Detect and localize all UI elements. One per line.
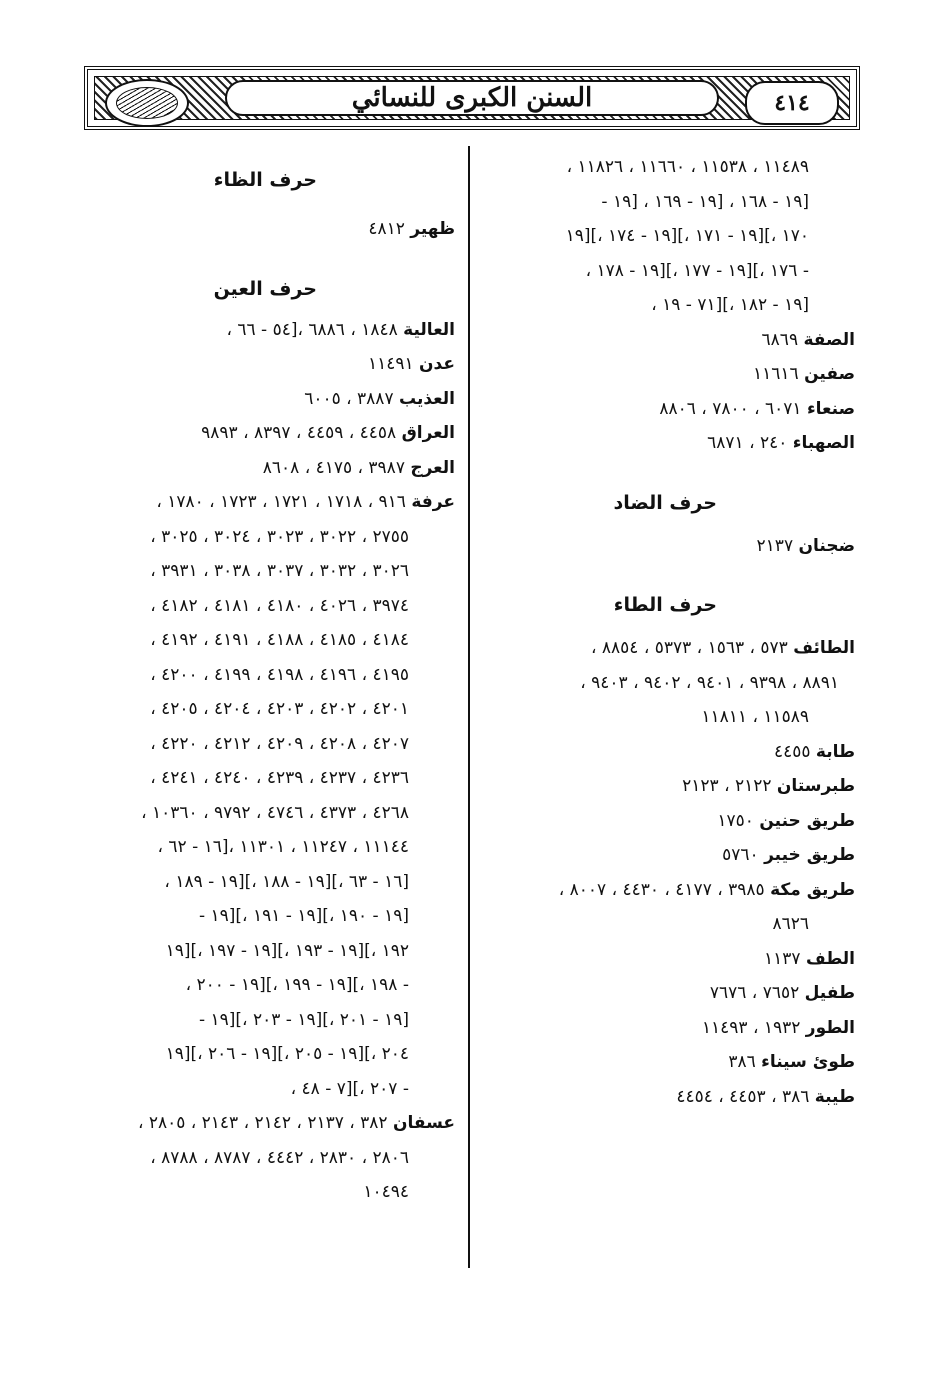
entry-term: طوئ سيناء: [761, 1052, 855, 1072]
entry-term: طريق مكة: [770, 879, 855, 900]
entry-refs: ٤٨١٢: [368, 219, 405, 239]
entry-refs: ٣٨٢ ، ٢١٣٧ ، ٢١٤٢ ، ٢١٤٣ ، ٢٨٠٥ ،: [137, 1113, 388, 1133]
entry-refs: ٦٠٧١ ، ٧٨٠٠ ، ٨٨٠٦: [659, 398, 802, 419]
index-entry: [489, 426, 855, 461]
continuation-line: ٨٨٩١ ، ٩٣٩٨ ، ٩٤٠١ ، ٩٤٠٢ ، ٩٤٠٣ ،: [580, 672, 839, 693]
continuation-line: ٤٢٣٦ ، ٤٢٣٧ ، ٤٢٣٩ ، ٤٢٤٠ ، ٤٢٤١ ،: [150, 768, 409, 788]
entry-term: الطور: [805, 1017, 855, 1038]
continuation-line: ١٠٤٩٤: [363, 1182, 409, 1202]
entry-refs: ٥٧٦٠: [722, 845, 759, 865]
entry-term: العرج: [410, 457, 455, 478]
index-entry: [83, 382, 455, 417]
entry-refs: ١٨٤٨ ، ٦٨٨٦ ،[٥٤ - ٦٦ ،: [226, 319, 398, 340]
continuation-line: ٣٩٧٤ ، ٤٠٢٦ ، ٤١٨٠ ، ٤١٨١ ، ٤١٨٢ ،: [150, 595, 409, 616]
book-seal: [105, 79, 189, 127]
continuation-line: [١٦ - ٦٣ ،][١٩ - ١٨٨ ،][١٩ - ١٨٩ ،: [164, 871, 409, 892]
entry-refs: ٣٨٦ ، ٤٤٥٣ ، ٤٤٥٤: [676, 1086, 810, 1107]
title-cartouche: [225, 80, 719, 116]
entry-term: عرفة: [411, 492, 455, 512]
continuation-line: - ١٧٦ ،][١٩ - ١٧٧ ،][١٩ - ١٧٨ ،: [585, 260, 809, 281]
entry-term: طيبة: [814, 1086, 855, 1107]
index-entry: [489, 1080, 855, 1115]
continuation-line: ١١١٤٤ ، ١١٢٤٧ ، ١١٣٠١ ،[١٦ - ٦٢ ،: [157, 837, 409, 857]
index-entry: [489, 769, 855, 804]
index-entry: [489, 323, 855, 358]
page-header: [84, 66, 860, 130]
entry-term: عسفان: [392, 1113, 455, 1133]
entry-refs: ٢١٣٧: [756, 535, 794, 556]
entry-refs: ٣٨٦: [728, 1052, 756, 1072]
index-entry: [489, 942, 855, 977]
entry-refs: ٧٦٥٢ ، ٧٦٧٦: [709, 983, 800, 1003]
index-entry: [83, 1106, 455, 1141]
entry-term: الطف: [805, 948, 855, 969]
entry-refs: ٢٤٠ ، ٦٨٧١: [707, 433, 788, 453]
index-entry: [489, 1011, 855, 1046]
entry-term: العذيب: [398, 388, 455, 409]
section-heading: حرف الطاء: [613, 594, 717, 616]
book-title: السنن الكبرى للنسائي: [351, 83, 593, 113]
entry-refs: ٤٤٥٥: [773, 741, 811, 762]
entry-refs: ١٩٣٢ ، ١١٤٩٣: [701, 1017, 801, 1038]
index-entry: [83, 347, 455, 382]
entry-term: ضجنان: [798, 535, 855, 556]
entry-term: طبرستان: [776, 776, 855, 796]
continuation-line: ١١٤٨٩ ، ١١٥٣٨ ، ١١٦٦٠ ، ١١٨٢٦ ،: [566, 157, 809, 177]
entry-refs: ٥٧٣ ، ١٥٦٣ ، ٥٣٧٣ ، ٨٨٥٤ ،: [591, 638, 788, 658]
entry-term: عدن: [419, 354, 455, 374]
page-number: ٤١٤: [745, 81, 839, 125]
entry-term: صفين: [804, 364, 855, 384]
entry-term: الطائف: [793, 638, 855, 658]
section-heading: حرف الظاء: [213, 169, 317, 191]
entry-term: ظهير: [410, 219, 455, 239]
entry-refs: ٣٨٨٧ ، ٦٠٠٥: [304, 388, 394, 409]
index-entry: [489, 1045, 855, 1080]
index-entry: [83, 451, 455, 486]
continuation-line: ٣٠٢٦ ، ٣٠٣٢ ، ٣٠٣٧ ، ٣٠٣٨ ، ٣٩٣١ ،: [150, 561, 409, 581]
index-entry: [489, 804, 855, 839]
entry-term: طريق خيبر: [764, 845, 855, 865]
index-entry: [489, 976, 855, 1011]
section-heading: حرف الضاد: [613, 491, 717, 514]
entry-term: طابة: [815, 741, 855, 762]
entry-term: صنعاء: [806, 398, 855, 419]
left-column: [83, 150, 455, 1210]
right-column: [489, 150, 855, 1114]
index-entry: [489, 838, 855, 873]
index-entry: [489, 873, 855, 908]
entry-refs: ٣٩٨٧ ، ٤١٧٥ ، ٨٦٠٨: [262, 457, 405, 478]
index-entry: [83, 416, 455, 451]
continuation-line: ٤٢٠١ ، ٤٢٠٢ ، ٤٢٠٣ ، ٤٢٠٤ ، ٤٢٠٥ ،: [150, 699, 409, 719]
continuation-line: ٨٦٢٦: [772, 914, 809, 934]
entry-refs: ٤٤٥٨ ، ٤٤٥٩ ، ٨٣٩٧ ، ٩٨٩٣: [201, 423, 397, 443]
index-entry: [83, 485, 455, 520]
entry-term: العراق: [401, 423, 455, 443]
continuation-line: ٢٧٥٥ ، ٣٠٢٢ ، ٣٠٢٣ ، ٣٠٢٤ ، ٣٠٢٥ ،: [150, 526, 409, 547]
entry-refs: ١١٣٧: [764, 948, 801, 969]
continuation-line: [١٩ - ١٩٠ ،][١٩ - ١٩١ ،][١٩ -: [198, 906, 409, 926]
column-divider: [468, 146, 470, 1268]
continuation-line: [١٩ - ٢٠١ ،][١٩ - ٢٠٣ ،][١٩ -: [198, 1009, 409, 1030]
entry-refs: ١١٦١٦: [753, 364, 799, 384]
continuation-line: ٢٨٠٦ ، ٢٨٣٠ ، ٤٤٤٢ ، ٨٧٨٧ ، ٨٧٨٨ ،: [150, 1147, 409, 1168]
continuation-line: ١١٥٨٩ ، ١١٨١١: [701, 707, 809, 727]
entry-term: الصفة: [803, 329, 855, 350]
ornamental-band: [94, 76, 850, 120]
continuation-line: [١٩ - ١٦٨ ، [١٩ - ١٦٩ ، [١٩ -: [601, 191, 809, 212]
entry-term: طفيل: [804, 983, 855, 1003]
entry-refs: ١١٤٩١: [367, 354, 414, 374]
entry-refs: ٩١٦ ، ١٧١٨ ، ١٧٢١ ، ١٧٢٣ ، ١٧٨٠ ،: [156, 492, 406, 512]
continuation-line: ٤١٩٥ ، ٤١٩٦ ، ٤١٩٨ ، ٤١٩٩ ، ٤٢٠٠ ،: [150, 664, 409, 685]
entry-refs: ٣٩٨٥ ، ٤١٧٧ ، ٤٤٣٠ ، ٨٠٠٧ ،: [558, 879, 765, 900]
continuation-line: ٤٢٠٧ ، ٤٢٠٨ ، ٤٢٠٩ ، ٤٢١٢ ، ٤٢٢٠ ،: [150, 733, 409, 754]
seal-ornament: [116, 87, 178, 119]
continuation-line: [١٩ - ١٨٢ ،][٧١ - ١٩ ،: [651, 295, 809, 315]
continuation-line: ٢٠٤ ،][١٩ - ٢٠٥ ،][١٩ - ٢٠٦ ،][١٩: [165, 1044, 409, 1064]
continuation-line: - ١٩٨ ،][١٩ - ١٩٩ ،][١٩ - ٢٠٠ ،: [185, 975, 409, 995]
index-entry: [83, 212, 455, 247]
index-entry: [489, 357, 855, 392]
entry-refs: ٢١٢٢ ، ٢١٢٣: [682, 776, 772, 796]
entry-term: العالية: [403, 319, 455, 340]
index-entry: [489, 392, 855, 427]
entry-refs: ١٧٥٠: [717, 810, 754, 831]
continuation-line: ٤٢٦٨ ، ٤٣٧٣ ، ٤٧٤٦ ، ٩٧٩٢ ، ١٠٣٦٠ ،: [141, 802, 409, 823]
index-entry: [489, 735, 855, 770]
continuation-line: - ٢٠٧ ،][٧ - ٤٨ ،: [290, 1078, 409, 1099]
continuation-line: ١٩٢ ،][١٩ - ١٩٣ ،][١٩ - ١٩٧ ،][١٩: [165, 940, 409, 961]
index-entry: [489, 631, 855, 666]
entry-term: طريق حنين: [759, 810, 855, 831]
index-entry: [489, 529, 855, 564]
entry-refs: ٦٨٦٩: [761, 329, 799, 350]
index-entry: [83, 313, 455, 348]
entry-term: الصهباء: [792, 433, 855, 453]
section-heading: حرف العين: [213, 277, 317, 300]
continuation-line: ٤١٨٤ ، ٤١٨٥ ، ٤١٨٨ ، ٤١٩١ ، ٤١٩٢ ،: [150, 630, 409, 650]
continuation-line: ١٧٠ ،][١٩ - ١٧١ ،][١٩ - ١٧٤ ،][١٩: [565, 226, 809, 246]
